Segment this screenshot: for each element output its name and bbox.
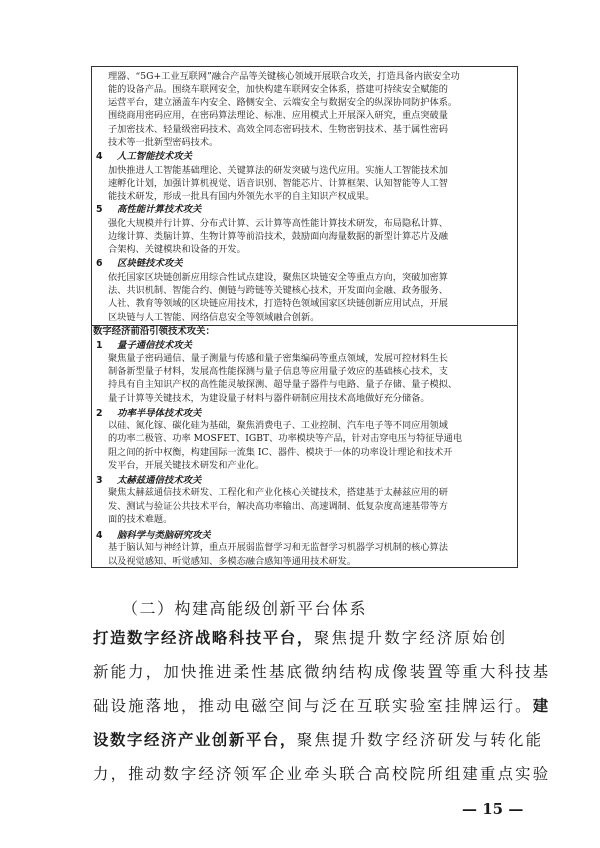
item-line: 阻之间的折中权衡，构建国际一流集 IC、器件、模块于一体的功率设计理论和技术开 [108,446,453,458]
box-line: 理器、“5G+工业互联网”融合产品等关键核心领域开展联合攻关，打造具备内嵌安全功 [108,70,460,82]
item-number: 6 [96,257,103,269]
body-line [93,730,543,750]
body-text: 聚焦提升数字经济原始创 [313,629,508,647]
item-title: 高性能计算技术攻关 [117,204,202,216]
item-number: 2 [96,407,103,419]
item-line: 发平台，开展关键技术研发和产业化。 [108,459,265,471]
section-title: 数字经济前沿引领技术攻关： [93,325,215,337]
item-line: 能技术研发，形成一批具有国内外领先水平的自主知识产权成果。 [108,191,375,203]
box-line: 能的设备产品。围绕车联网安全，加快构建车联网安全体系，搭建可持续安全赋能的 [108,83,448,95]
item-number: 4 [96,529,103,541]
item-title: 人工智能技术攻关 [117,151,193,163]
item-title: 太赫兹通信技术攻关 [117,474,202,486]
body-line: 新能力，加快推进柔性基底微纳结构成像装置等重大科技基 [93,663,551,681]
item-line: 速孵化计划，加强计算机视觉、语音识别、智能芯片、计算框架、认知智能等人工智 [108,177,448,189]
item-line: 量子计算等关键技术，为建设量子材料与器件研制应用技术高地做好充分储备。 [108,392,430,404]
item-line: 区块链与人工智能、网络信息安全等领域融合创新。 [108,311,320,323]
item-line: 边缘计算、类脑计算、生物计算等前沿技术，鼓励面向海量数据的新型计算芯片及融 [108,231,448,243]
item-line: 以硅、氮化镓、碳化硅为基础，聚焦消费电子、工业控制、汽车电子等不同应用领域 [108,419,448,431]
item-title: 功率半导体技术攻关 [117,407,202,419]
item-line: 以及视觉感知、听觉感知、多模态融合感知等通用技术研发。 [108,555,357,567]
page-number: — 15 — [462,800,524,818]
item-line: 强化大规模并行计算、分布式计算、云计算等高性能计算技术研发，布局隐私计算、 [108,217,448,229]
item-line: 聚焦量子密码通信、量子测量与传感和量子密集编码等重点领域，发展可控材料生长 [108,352,448,364]
item-line: 聚焦太赫兹通信技术研发、工程化和产业化核心关键技术，搭建基于太赫兹应用的研 [108,487,448,499]
item-line: 基于脑认知与神经计算，重点开展弱监督学习和无监督学习机器学习机制的核心算法 [108,542,448,554]
body-line [93,696,550,716]
item-line: 依托国家区块链创新应用综合性试点建设，聚焦区块链安全等重点方向，突破加密算 [108,271,448,283]
item-number: 3 [96,474,103,486]
body-bold: 打造数字经济战略科技平台， [93,629,314,647]
item-line: 人社、教育等领域的区块链应用技术，打造特色领域国家区块链创新应用试点，开展 [108,298,448,310]
box-line: 运营平台，建立涵盖车内安全、路侧安全、云端安全与数据安全的纵深协同防护体系。 [108,97,458,109]
item-line: 合架构、关键模块和设备的开发。 [108,244,246,256]
box-line: 技术等一批新型密码技术。 [108,137,219,149]
box-line: 围绕商用密码应用，在密码算法理论、标准、应用模式上开展深入研究，重点突破量 [108,110,448,122]
item-line: 发、测试与验证公共技术平台，解决高功率输出、高速调制、低复杂度高速基带等方 [108,500,448,512]
item-number: 4 [96,151,103,163]
body-text: 础设施落地，推动电磁空间与泛在互联实验室挂牌运行。 [93,697,533,715]
item-line: 面的技术难题。 [108,514,173,525]
item-line: 制备新型量子材料，发展高性能探测与量子信息等应用量子效应的基础核心技术，支 [108,365,448,377]
item-line: 法、共识机制、智能合约、侧链与跨链等关键核心技术，开发面向金融、政务服务、 [108,285,448,297]
body-line [93,628,507,648]
body-line: 力，推动数字经济领军企业牵头联合高校院所组建重点实验 [93,765,551,783]
item-number: 1 [96,340,103,352]
item-line: 的功率二极管、功率 MOSFET、IGBT、功率模块等产品，针对击穿电压与特征导通电 [108,433,463,445]
item-title: 脑科学与类脑研究攻关 [117,529,211,541]
body-text: 聚焦提升数字经济研发与转化能 [296,731,544,749]
item-title: 量子通信技术攻关 [117,340,193,352]
item-title: 区块链技术攻关 [117,257,183,269]
box-line: 子加密技术、轻量级密码技术、高效全同态密码技术、生物密钥技术、基于属性密码 [108,123,448,135]
body-bold: 建 [532,697,550,715]
item-number: 5 [96,204,103,216]
section-subheading: （二）构建高能级创新平台体系 [122,599,368,618]
item-line: 持具有自主知识产权的高性能灵敏探测、超导量子器件与电路、量子存储、量子模拟、 [108,379,458,391]
item-line: 加快推进人工智能基础理论、关键算法的研发突破与迭代应用。实施人工智能技术加 [108,164,448,176]
body-bold: 设数字经济产业创新平台， [93,731,297,749]
